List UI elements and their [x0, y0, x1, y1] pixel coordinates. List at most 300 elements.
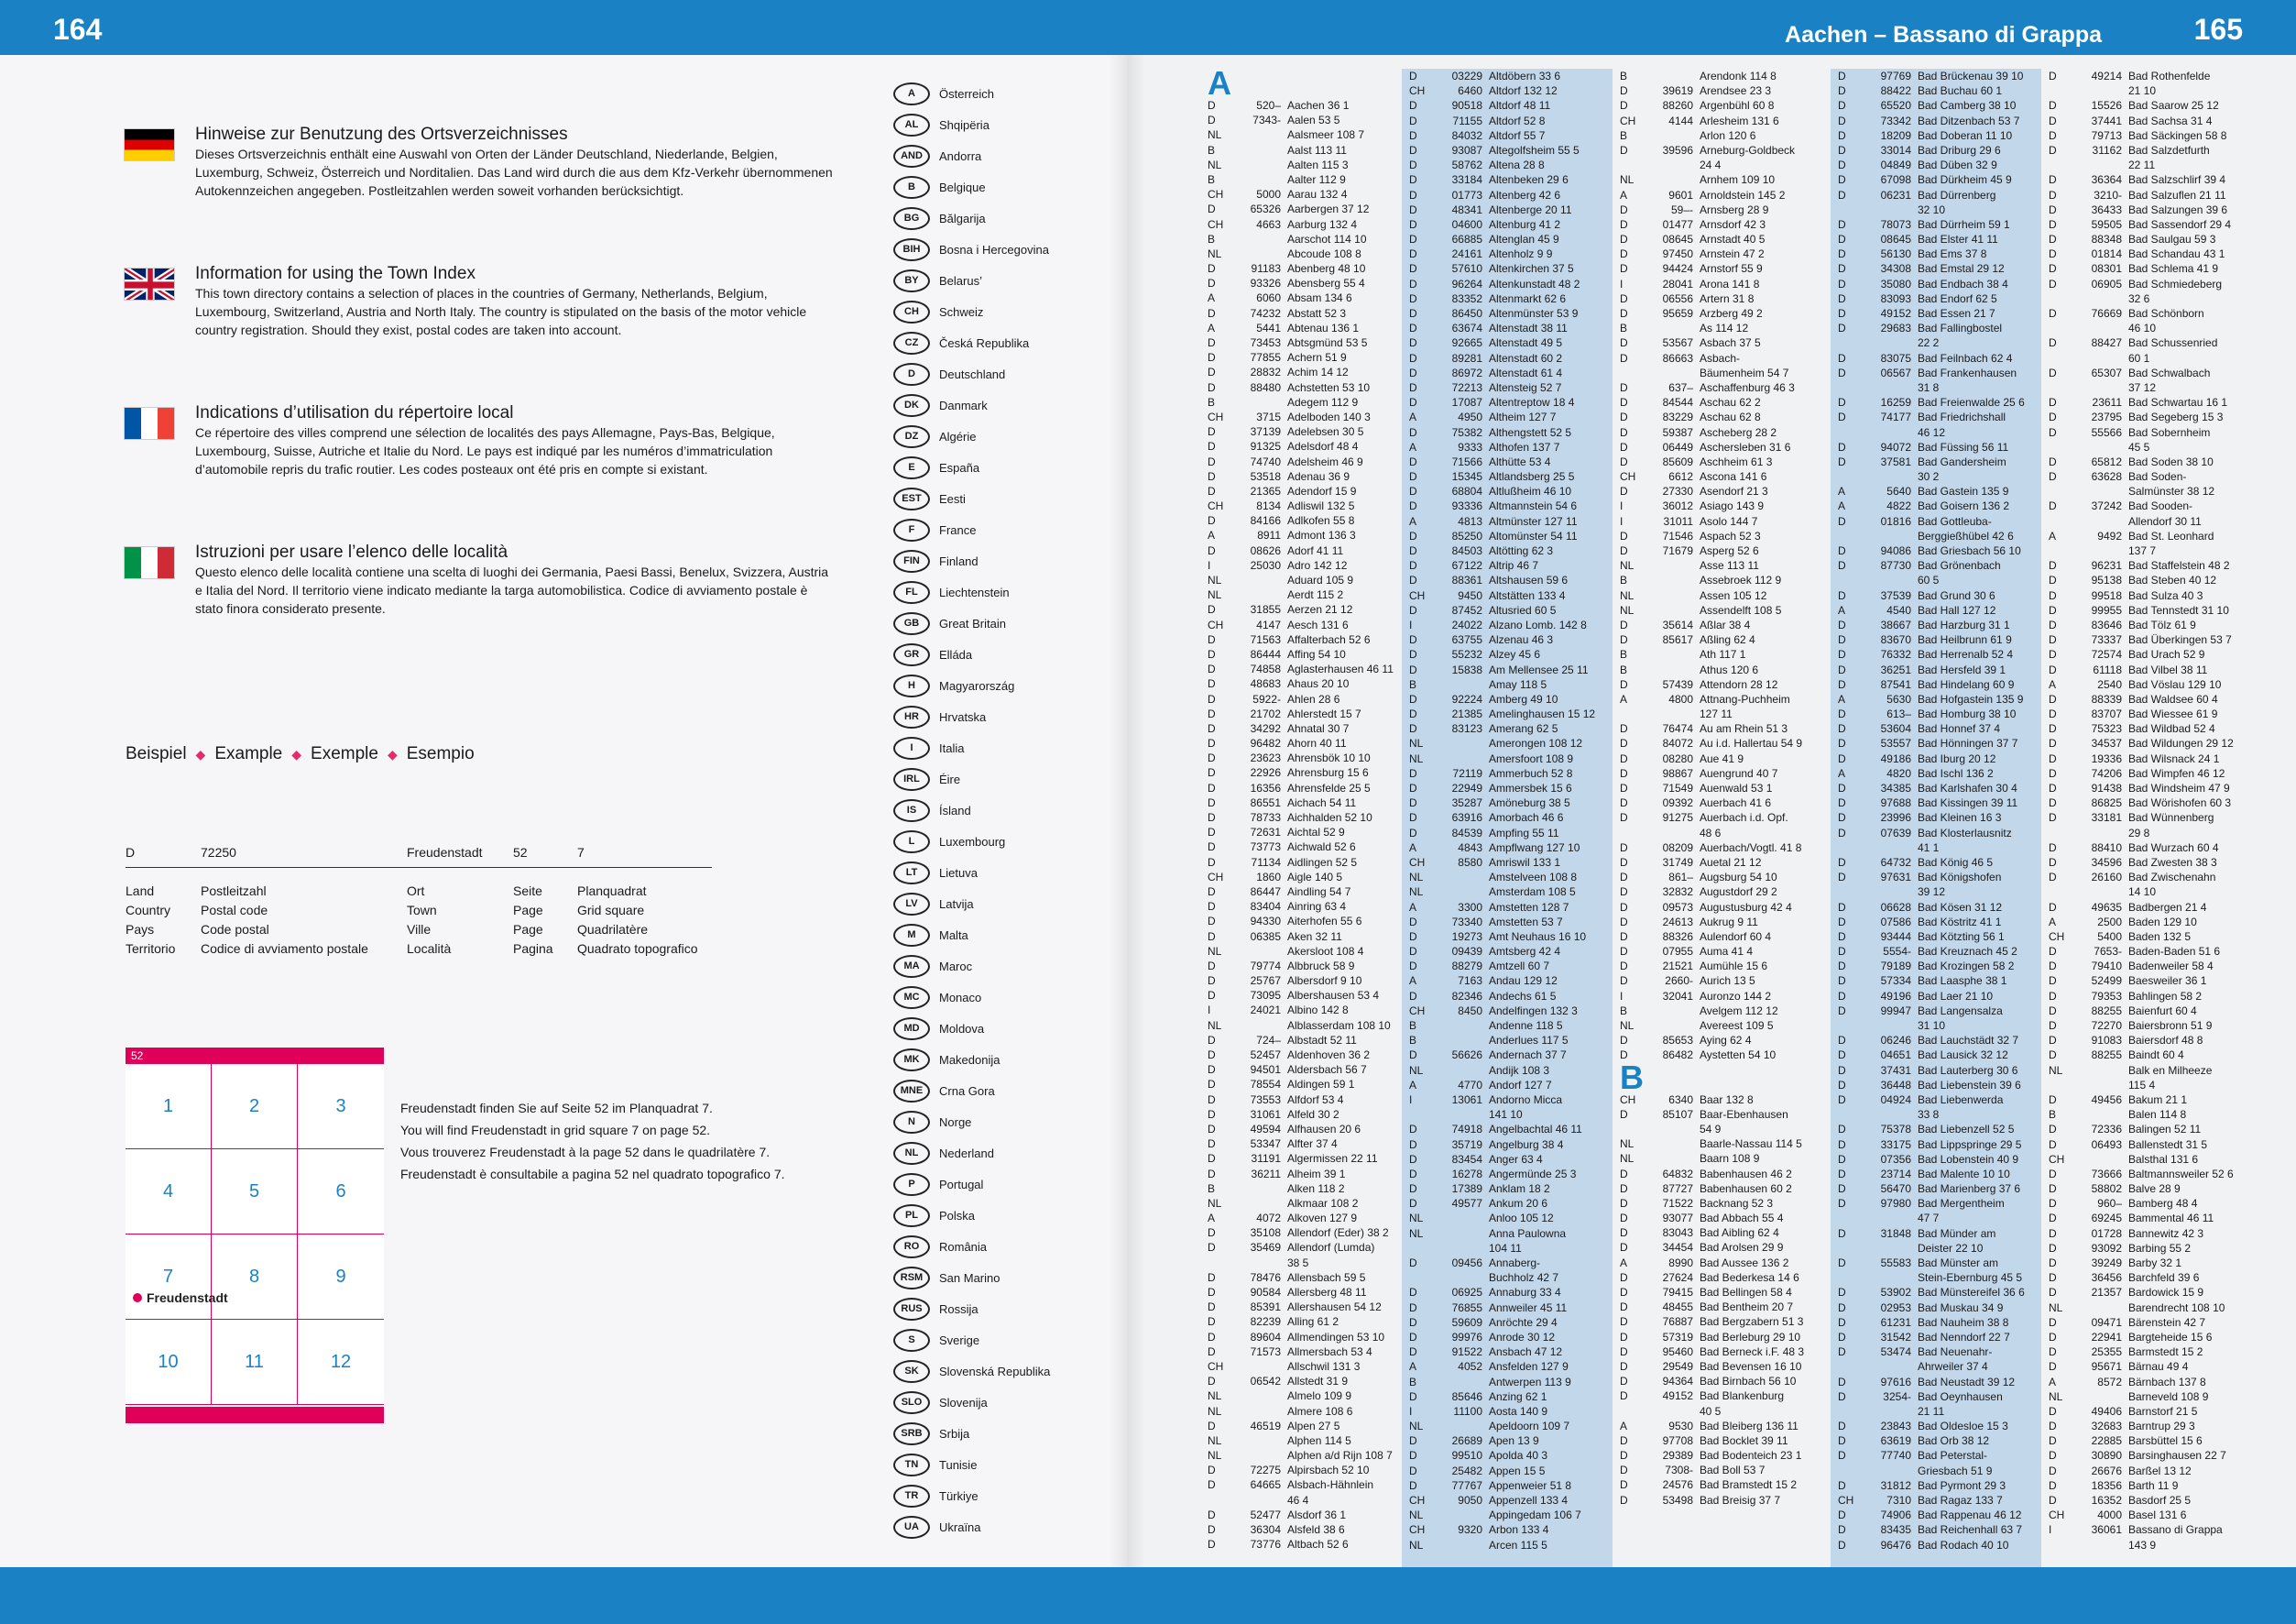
- entry-town: Bad Ems 37 8: [1918, 247, 1987, 261]
- entry-town: Bad Münstereifel 36 6: [1918, 1286, 2025, 1300]
- entry-country: D: [2049, 796, 2057, 810]
- entry-town: Althofen 137 7: [1489, 440, 1560, 454]
- entry-town: Arnhem 109 10: [1700, 173, 1776, 187]
- index-entry: [1200, 839, 1402, 854]
- entry-town: Bad Emstal 29 12: [1918, 262, 2005, 276]
- country-code-badge: GR: [893, 643, 930, 666]
- index-entry: [1200, 306, 1402, 321]
- entry-postcode: 48455: [1662, 1300, 1693, 1314]
- entry-country: D: [1409, 663, 1417, 676]
- entry-country: NL: [1409, 737, 1424, 751]
- entry-town: Bad Wimpfen 46 12: [2128, 766, 2225, 780]
- entry-postcode: 59387: [1662, 425, 1693, 439]
- entry-town: Bad Honnef 37 4: [1918, 722, 2001, 736]
- entry-country: D: [2049, 855, 2057, 869]
- entry-country: D: [2049, 871, 2057, 884]
- country-code-badge: CZ: [893, 332, 930, 355]
- index-entry: [1831, 603, 2041, 618]
- entry-country: NL: [1208, 944, 1222, 958]
- entry-town: Altenmünster 53 9: [1489, 307, 1579, 320]
- index-entry: [1831, 306, 2041, 321]
- index-entry: [2041, 440, 2250, 455]
- entry-town: Barsbüttel 15 6: [2128, 1434, 2203, 1448]
- entry-country: D: [1409, 1315, 1417, 1329]
- index-entry: [1613, 1033, 1831, 1048]
- index-entry: [2041, 1107, 2250, 1122]
- entry-postcode: 37539: [1880, 588, 1911, 602]
- entry-postcode: 72631: [1250, 826, 1281, 839]
- entry-town: Barbing 55 2: [2128, 1241, 2192, 1255]
- index-entry: [1200, 618, 1402, 632]
- index-entry: [1402, 810, 1613, 825]
- entry-town: Bad Schussenried: [2128, 336, 2218, 350]
- bottom-bar: [0, 1567, 2296, 1624]
- entry-town: Albstadt 52 11: [1287, 1033, 1357, 1047]
- entry-country: D: [1208, 440, 1216, 454]
- entry-town: Bad Dürrenberg: [1918, 188, 1996, 202]
- entry-country: D: [1208, 1048, 1216, 1061]
- index-entry: [1200, 1330, 1402, 1344]
- entry-postcode: 88480: [1250, 380, 1281, 394]
- entry-country: CH: [1409, 1523, 1426, 1537]
- index-entry: [1831, 1404, 2041, 1419]
- entry-postcode: 07955: [1662, 945, 1693, 959]
- index-entry: [1402, 395, 1613, 410]
- entry-postcode: 79353: [2091, 989, 2122, 1003]
- entry-country: D: [2049, 1315, 2057, 1329]
- entry-town: Ammersbek 15 6: [1489, 782, 1572, 795]
- index-entry: [1402, 410, 1613, 424]
- entry-postcode: 7163: [1458, 974, 1482, 988]
- index-entry: [2041, 395, 2250, 410]
- index-entry: [1831, 469, 2041, 484]
- entry-country: D: [1409, 70, 1417, 82]
- entry-town: Bad Ditzenbach 53 7: [1918, 114, 2020, 127]
- index-entry: [1613, 721, 1831, 736]
- entry-country: NL: [1620, 1137, 1635, 1151]
- entry-postcode: 04849: [1880, 159, 1911, 172]
- index-entry: [1613, 618, 1831, 632]
- entry-town: Amstelveen 108 8: [1489, 871, 1578, 884]
- index-entry: [1402, 1033, 1613, 1048]
- entry-postcode: 85250: [1451, 529, 1482, 543]
- country-name: Monaco: [939, 991, 982, 1004]
- entry-postcode: 82346: [1451, 989, 1482, 1003]
- entry-town: Aichach 54 11: [1287, 796, 1357, 809]
- index-entry: [1200, 484, 1402, 499]
- entry-postcode: 19336: [2091, 752, 2122, 765]
- country-code-badge: SK: [893, 1360, 930, 1383]
- entry-town: Bad Elster 41 11: [1918, 233, 1998, 247]
- entry-town: 54 9: [1700, 1122, 1722, 1136]
- entry-country: D: [1838, 1420, 1846, 1433]
- index-entry: [1831, 632, 2041, 647]
- index-entry: [1831, 143, 2041, 158]
- index-entry: [1402, 425, 1613, 440]
- country-name: Türkiye: [939, 1489, 979, 1503]
- entry-town: Anzing 62 1: [1489, 1389, 1547, 1403]
- entry-postcode: 4144: [1668, 114, 1693, 127]
- town-marker-icon: [133, 1293, 142, 1302]
- entry-country: D: [1620, 752, 1628, 765]
- entry-country: D: [1409, 188, 1417, 202]
- entry-town: Allmendingen 53 10: [1287, 1330, 1385, 1344]
- entry-town: Aduard 105 9: [1287, 574, 1354, 587]
- entry-country: A: [1838, 499, 1846, 513]
- entry-country: D: [2049, 618, 2057, 631]
- entry-town: Au am Rhein 51 3: [1700, 722, 1788, 736]
- entry-town: Andelfingen 132 3: [1489, 1004, 1578, 1017]
- entry-postcode: 53557: [1880, 737, 1911, 751]
- country-row: [893, 1111, 971, 1134]
- entry-town: Salmünster 38 12: [2128, 485, 2215, 499]
- entry-country: D: [1838, 1434, 1846, 1448]
- entry-town: Ahaus 20 10: [1287, 677, 1350, 691]
- entry-country: D: [1409, 796, 1417, 810]
- entry-town: Bad Wildungen 29 12: [2128, 737, 2234, 751]
- entry-country: NL: [1409, 1509, 1424, 1522]
- index-entry: [1200, 929, 1402, 944]
- country-code-badge: AND: [893, 145, 930, 168]
- entry-country: D: [1208, 1078, 1216, 1092]
- entry-town: Bad Grund 30 6: [1918, 588, 1995, 602]
- country-name: Slovenská Republika: [939, 1365, 1051, 1378]
- legend-text: Codice di avviamento postale: [201, 941, 368, 956]
- entry-country: D: [1838, 974, 1846, 988]
- index-entry: [2041, 1359, 2250, 1374]
- entry-postcode: 34292: [1250, 721, 1281, 735]
- index-entry: [1200, 855, 1402, 870]
- entry-country: D: [1409, 559, 1417, 573]
- entry-country: D: [1409, 159, 1417, 172]
- entry-country: A: [1620, 692, 1628, 706]
- country-code-badge: E: [893, 456, 930, 479]
- entry-town: Bad Salzungen 39 6: [2128, 203, 2228, 216]
- entry-country: D: [1838, 366, 1846, 379]
- index-entry: [1831, 1375, 2041, 1389]
- country-row: [893, 269, 982, 292]
- index-entry: [2041, 1122, 2250, 1136]
- index-entry: [2041, 188, 2250, 203]
- entry-postcode: 91522: [1451, 1345, 1482, 1359]
- entry-country: D: [1409, 485, 1417, 499]
- entry-town: Adendorf 15 9: [1287, 484, 1357, 498]
- entry-town: Altenstadt 38 11: [1489, 322, 1568, 335]
- entry-country: D: [1208, 1241, 1216, 1255]
- entry-town: Bad Waldsee 60 4: [2128, 692, 2218, 706]
- entry-town: 32 10: [1918, 203, 1946, 216]
- entry-town: Aying 62 4: [1700, 1034, 1752, 1048]
- entry-country: D: [1838, 173, 1846, 187]
- index-entry: [2041, 1493, 2250, 1508]
- entry-postcode: 23795: [2091, 411, 2122, 424]
- entry-country: I: [1620, 499, 1624, 513]
- entry-country: CH: [1620, 470, 1636, 484]
- entry-postcode: 8572: [2097, 1375, 2122, 1388]
- entry-country: D: [2049, 114, 2057, 127]
- entry-postcode: 55566: [2091, 425, 2122, 439]
- entry-country: NL: [1409, 885, 1424, 899]
- entry-town: Alheim 39 1: [1287, 1167, 1346, 1180]
- entry-country: D: [1838, 1092, 1846, 1106]
- country-name: Česká Republika: [939, 336, 1030, 350]
- index-entry: [1613, 335, 1831, 350]
- entry-country: A: [1838, 692, 1846, 706]
- entry-country: D: [2049, 173, 2057, 187]
- entry-town: Altdorf 132 12: [1489, 84, 1558, 98]
- entry-postcode: 02953: [1880, 1300, 1911, 1314]
- entry-country: D: [1409, 826, 1417, 839]
- entry-postcode: 63628: [2091, 470, 2122, 484]
- entry-postcode: 71573: [1250, 1344, 1281, 1358]
- grid-town-label: Freudenstadt: [147, 1290, 228, 1305]
- entry-postcode: 76669: [2091, 307, 2122, 320]
- entry-postcode: 34454: [1662, 1241, 1693, 1255]
- entry-postcode: 76474: [1662, 722, 1693, 736]
- entry-postcode: 22885: [2091, 1434, 2122, 1448]
- country-name: Éire: [939, 773, 961, 786]
- entry-postcode: 06246: [1880, 1034, 1911, 1048]
- entry-town: Adelsdorf 48 4: [1287, 440, 1359, 454]
- entry-postcode: 83670: [1880, 633, 1911, 647]
- entry-town: Aarburg 132 4: [1287, 217, 1358, 231]
- index-entry: [1831, 395, 2041, 410]
- entry-town: Bad Herrenalb 52 4: [1918, 648, 2014, 662]
- entry-country: D: [2049, 1092, 2057, 1106]
- country-row: [893, 519, 976, 542]
- entry-town: Altenbeken 29 6: [1489, 173, 1569, 187]
- entry-postcode: 960–: [2097, 1197, 2122, 1211]
- entry-town: Bad Liebenzell 52 5: [1918, 1123, 2015, 1136]
- entry-town: Alpirsbach 52 10: [1287, 1464, 1370, 1477]
- entry-town: Bad Köstritz 41 1: [1918, 915, 2002, 928]
- entry-country: D: [2049, 840, 2057, 854]
- entry-country: D: [1620, 1286, 1628, 1299]
- index-entry: [1200, 127, 1402, 142]
- entry-town: Bad Homburg 38 10: [1918, 708, 2017, 721]
- entry-town: Augustusburg 42 4: [1700, 900, 1792, 914]
- entry-town: Barßel 13 12: [2128, 1464, 2192, 1477]
- entry-town: Andorno Micca: [1489, 1092, 1563, 1106]
- index-entry: [1831, 1419, 2041, 1433]
- entry-postcode: 99518: [2091, 588, 2122, 602]
- entry-postcode: 34308: [1880, 262, 1911, 276]
- entry-town: Allendorf (Lumda): [1287, 1241, 1375, 1255]
- country-row: [893, 1454, 977, 1476]
- entry-town: Bad Langensalza: [1918, 1004, 2003, 1017]
- index-entry: [1831, 321, 2041, 335]
- entry-postcode: 57439: [1662, 677, 1693, 691]
- entry-town: Alzano Lomb. 142 8: [1489, 618, 1587, 631]
- index-entry: [2041, 1048, 2250, 1062]
- entry-town: Arlon 120 6: [1700, 128, 1756, 142]
- entry-town: 32 6: [2128, 291, 2150, 305]
- country-row: [893, 207, 986, 230]
- entry-country: A: [1208, 529, 1216, 543]
- index-entry: [2041, 1241, 2250, 1256]
- entry-postcode: 97980: [1880, 1197, 1911, 1211]
- entry-town: 22 2: [1918, 336, 1940, 350]
- entry-postcode: 88260: [1662, 99, 1693, 113]
- index-entry: [1613, 632, 1831, 647]
- entry-postcode: 49152: [1880, 307, 1911, 320]
- entry-town: Aalter 112 9: [1287, 172, 1346, 186]
- index-entry: [2041, 366, 2250, 380]
- hint-text: Dieses Ortsverzeichnis enthält eine Auswahl von Orten der Länder Deutschland, Niederlande, Belgien, Luxemburg, Schweiz, Österreich und Norditalien. Das Land wird durch die aus dem Kfz-Verkehr übernommenen Autokennzeichen angegeben. Postleitzahlen werden soweit vorhanden berücksichtigt.: [195, 147, 833, 198]
- index-entry: [1831, 1063, 2041, 1078]
- entry-town: Artern 31 8: [1700, 291, 1755, 305]
- index-entry: [1200, 1448, 1402, 1463]
- grid-cell: 5: [212, 1149, 298, 1234]
- index-entry: [1200, 1018, 1402, 1033]
- entry-postcode: 2500: [2097, 915, 2122, 928]
- index-entry: [1200, 143, 1402, 158]
- entry-town: Attendorn 28 12: [1700, 677, 1778, 691]
- index-entry: [2041, 766, 2250, 781]
- index-entry: [1613, 826, 1831, 840]
- index-entry: [1200, 1285, 1402, 1300]
- entry-postcode: 27330: [1662, 485, 1693, 499]
- entry-country: CH: [1208, 217, 1224, 231]
- entry-country: D: [2049, 708, 2057, 721]
- entry-postcode: 48341: [1451, 203, 1482, 216]
- index-entry: [1200, 291, 1402, 305]
- index-entry: [1200, 276, 1402, 291]
- entry-country: D: [1409, 708, 1417, 721]
- entry-town: Bad Feilnbach 62 4: [1918, 351, 2013, 365]
- entry-country: D: [1409, 233, 1417, 247]
- index-entry: [2041, 291, 2250, 306]
- entry-country: B: [1620, 663, 1628, 676]
- index-entry: [1402, 499, 1613, 513]
- entry-town: Bad Hindelang 60 9: [1918, 677, 2015, 691]
- entry-town: Alphen a/d Rijn 108 7: [1287, 1449, 1393, 1463]
- entry-postcode: 9601: [1668, 188, 1693, 202]
- entry-country: NL: [1208, 1433, 1222, 1447]
- index-entry: [2041, 989, 2250, 1004]
- entry-country: D: [1409, 1449, 1417, 1463]
- index-entry: [1402, 1092, 1613, 1107]
- entry-postcode: 97616: [1880, 1375, 1911, 1388]
- entry-town: Amerongen 108 12: [1489, 737, 1583, 751]
- entry-postcode: 79774: [1250, 959, 1281, 972]
- country-code-badge: MNE: [893, 1080, 930, 1103]
- legend-col-grid: [577, 882, 698, 959]
- index-entry: [2041, 306, 2250, 321]
- index-entry: [1613, 1388, 1831, 1403]
- index-entry: [2041, 663, 2250, 677]
- country-code-badge: B: [893, 176, 930, 199]
- entry-town: Bad Oldesloe 15 3: [1918, 1420, 2008, 1433]
- entry-country: D: [1620, 1359, 1628, 1373]
- entry-postcode: 29549: [1662, 1359, 1693, 1373]
- index-entry: [1831, 1433, 2041, 1448]
- entry-postcode: 37139: [1250, 425, 1281, 439]
- entry-country: D: [1409, 544, 1417, 557]
- entry-postcode: 84032: [1451, 128, 1482, 142]
- entry-postcode: 85107: [1662, 1107, 1693, 1121]
- index-entry: [1200, 558, 1402, 573]
- entry-town: Arnoldstein 145 2: [1700, 188, 1786, 202]
- index-entry: [1402, 1226, 1613, 1241]
- entry-postcode: 96476: [1880, 1538, 1911, 1552]
- index-entry: [1200, 1344, 1402, 1359]
- index-entry: [1831, 69, 2041, 83]
- index-entry: [1613, 973, 1831, 988]
- index-column: [2041, 69, 2250, 1567]
- index-entry: [2041, 1538, 2250, 1553]
- entry-postcode: 7343-: [1252, 114, 1281, 127]
- index-entry: [1402, 440, 1613, 455]
- index-entry: [2041, 558, 2250, 573]
- index-entry: [1831, 232, 2041, 247]
- index-entry: [1831, 380, 2041, 395]
- entry-country: D: [1409, 307, 1417, 320]
- entry-postcode: 2660-: [1665, 974, 1693, 988]
- entry-town: Balk en Milheeze: [2128, 1063, 2213, 1077]
- entry-postcode: 94501: [1250, 1063, 1281, 1077]
- entry-country: D: [1208, 677, 1216, 691]
- entry-town: Bad Freienwalde 25 6: [1918, 396, 2025, 410]
- entry-country: D: [1838, 188, 1846, 202]
- entry-town: Aalen 53 5: [1287, 114, 1340, 127]
- entry-town: Deister 22 10: [1918, 1241, 1984, 1255]
- index-entry: [1402, 455, 1613, 469]
- entry-country: D: [2049, 752, 2057, 765]
- entry-postcode: 37431: [1880, 1063, 1911, 1077]
- index-entry: [1402, 529, 1613, 543]
- index-entry: [1613, 1107, 1831, 1122]
- entry-postcode: 35719: [1451, 1137, 1482, 1151]
- index-entry: [1613, 484, 1831, 499]
- entry-town: Altdorf 55 7: [1489, 128, 1546, 142]
- index-entry: [2041, 929, 2250, 944]
- entry-town: Bad Sulza 40 3: [2128, 588, 2203, 602]
- entry-country: D: [1838, 1226, 1846, 1240]
- entry-town: Angelburg 38 4: [1489, 1137, 1564, 1151]
- index-entry: [1200, 1003, 1402, 1017]
- entry-country: D: [1838, 514, 1846, 528]
- entry-postcode: 16352: [2091, 1494, 2122, 1507]
- index-entry: [2041, 83, 2250, 98]
- entry-postcode: 21357: [2091, 1286, 2122, 1300]
- entry-town: Bad Bergzabern 51 3: [1700, 1315, 1804, 1329]
- entry-postcode: 61231: [1880, 1315, 1911, 1329]
- index-entry: [2041, 277, 2250, 291]
- legend-col-page: [513, 882, 553, 959]
- entry-town: Aichtal 52 9: [1287, 826, 1345, 839]
- entry-town: Aurich 13 5: [1700, 974, 1755, 988]
- entry-country: D: [2049, 989, 2057, 1003]
- entry-postcode: 4000: [2097, 1509, 2122, 1522]
- entry-town: Assebroek 112 9: [1700, 574, 1782, 587]
- index-entry: [1831, 455, 2041, 469]
- country-code-badge: IRL: [893, 768, 930, 791]
- entry-postcode: 39596: [1662, 143, 1693, 157]
- entry-country: D: [1409, 1286, 1417, 1300]
- country-name: Danmark: [939, 399, 988, 412]
- entry-country: D: [1838, 291, 1846, 305]
- country-name: România: [939, 1240, 988, 1254]
- index-entry: [1402, 1508, 1613, 1522]
- hint-italian: [124, 543, 838, 618]
- entry-country: CH: [1620, 1092, 1636, 1106]
- country-code-badge: MA: [893, 955, 930, 978]
- entry-town: Bad Breisig 37 7: [1700, 1493, 1781, 1507]
- entry-postcode: 15838: [1451, 663, 1482, 676]
- index-column: [1613, 69, 1831, 1567]
- country-name: Schweiz: [939, 305, 984, 319]
